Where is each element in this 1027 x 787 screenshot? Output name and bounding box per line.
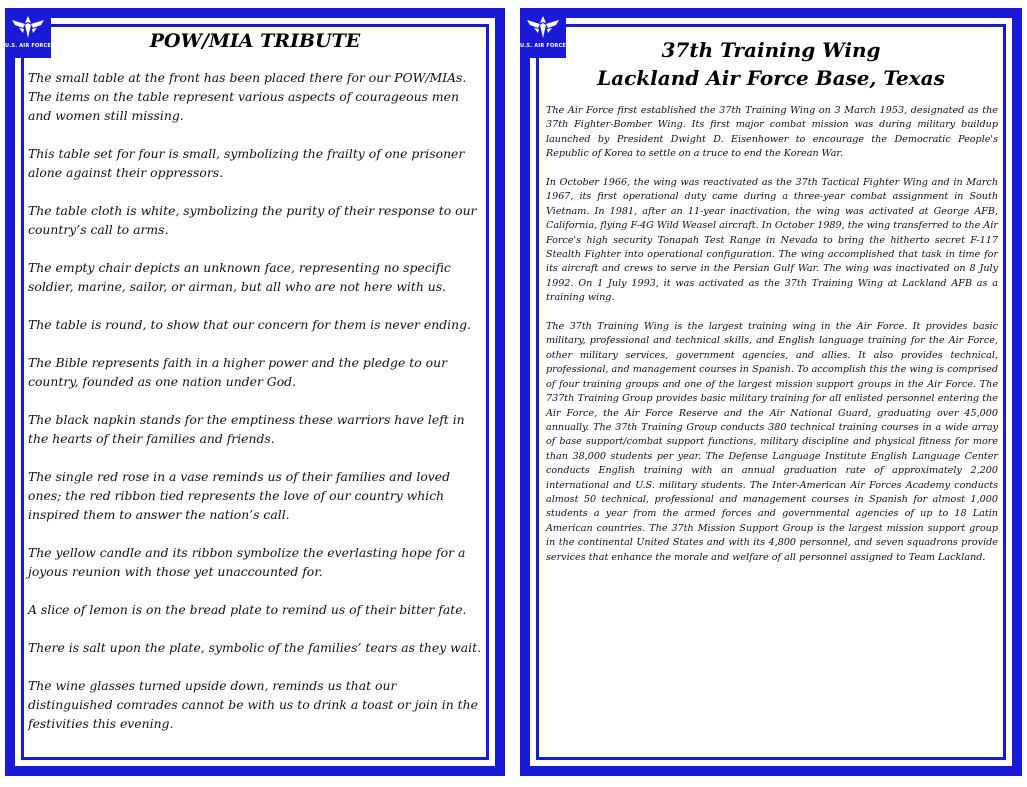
pow-mia-paragraph: A slice of lemon is on the bread plate to remind us of their bitter fate. [28,602,467,617]
training-wing-paragraph: The Air Force first established the 37th Training Wing on 3 March 1953, designated as the 37th Fighter-Bomber Wing. Its first major combat mission was during military buildup launched by President Dwight D. Eisenhower to encourage the Democratic People's Republic of Korea to settle on a truce to end the Korean War. [546,105,998,160]
pow-mia-paragraph: This table set for four is small, symbolizing the frailty of one prisoner alone against their oppressors. [28,146,465,180]
air-force-wings-icon [11,14,45,40]
pow-mia-paragraph: The small table at the front has been placed there for our POW/MIAs. The items on the table represent various aspects of courageous men and women still missing. [28,70,467,123]
training-wing-panel [520,8,1022,776]
pow-mia-paragraph: The single red rose in a vase reminds us of their families and loved ones; the red ribbon tied represents the love of our country which inspired them to answer the nation’s call. [28,469,451,522]
pow-mia-paragraph: There is salt upon the plate, symbolic of the families’ tears as they wait. [28,640,482,655]
training-wing-title [539,36,1003,92]
logo-label: U.S. AIR FORCE [5,43,51,49]
pow-mia-paragraph: The table is round, to show that our concern for them is never ending. [28,317,471,332]
air-force-logo [520,8,566,58]
training-wing-paragraph: The 37th Training Wing is the largest training wing in the Air Force. It provides basic military, professional and technical skills, and English language training for the Air Force, other military services, government agencies, and allies. It also provides technical, professional, and management courses in Spanish. To accomplish this the wing is comprised of four training groups and one of the largest mission support groups in the Air Force. The 737th Training Group provides basic military training for all enlisted personnel entering the Air Force, the Air Force Reserve and the Air National Guard, graduating over 45,000 annually. The 37th Training Group conducts 380 technical training courses in a wide array of base support/combat support functions, military discipline and physical fitness for more than 38,000 students per year. The Defense Language Institute English Language Center conducts English training with an annual graduation rate of approximately 2,200 international and U.S. military students. The Inter-American Air Forces Academy conducts almost 50 technical, professional and management courses in Spanish for almost 1,000 students a year from the armed forces and governmental agencies of up to 18 Latin American countries. The 37th Mission Support Group is the largest mission support group in the continental United States and with its 4,800 personnel, and seven squadrons provide services that enhance the morale and welfare of all personnel assigned to Team Lackland. [546,321,998,563]
training-wing-content [539,27,1003,757]
training-wing-title-line1: 37th Training Wing [661,38,881,62]
logo-label: U.S. AIR FORCE [520,43,566,49]
pow-mia-paragraph: The empty chair depicts an unknown face, representing no specific soldier, marine, sailor, or airman, but all who are not here with us. [28,260,451,294]
pow-mia-paragraph: The wine glasses turned upside down, reminds us that our distinguished comrades cannot be with us to drink a toast or join in the festivities this evening. [28,678,478,731]
pow-mia-paragraph: The Bible represents faith in a higher power and the pledge to our country, founded as one nation under God. [28,355,447,389]
pow-mia-content [24,27,486,757]
air-force-wings-icon [526,14,560,40]
pow-mia-paragraph: The table cloth is white, symbolizing the purity of their response to our country’s call to arms. [28,203,477,237]
pow-mia-title: POW/MIA TRIBUTE [149,30,361,52]
air-force-logo [5,8,51,58]
pow-mia-body [28,68,482,752]
pow-mia-paragraph: The black napkin stands for the emptiness these warriors have left in the hearts of their families and friends. [28,412,465,446]
training-wing-title-line2: Lackland Air Force Base, Texas [597,66,945,90]
training-wing-paragraph: In October 1966, the wing was reactivated as the 37th Tactical Fighter Wing and in March 1967, its first operational duty came during a three-year combat assignment in South Vietnam. In 1981, after an 11-year inactivation, the wing was activated at George AFB, California, flying F-4G Wild Weasel aircraft. In October 1989, the wing transferred to the Air Force's high security Tonapah Test Range in Nevada to bring the hitherto secret F-117 Stealth Fighter into operational configuration. The wing accomplished that task in time for its aircraft and crews to serve in the Persian Gulf War. The wing was inactivated on 8 July 1992. On 1 July 1993, it was activated as the 37th Training Wing at Lackland AFB as a training wing. [546,177,998,304]
training-wing-body [546,104,998,579]
pow-mia-paragraph: The yellow candle and its ribbon symbolize the everlasting hope for a joyous reunion with those yet unaccounted for. [28,545,466,579]
pow-mia-panel [5,8,505,776]
